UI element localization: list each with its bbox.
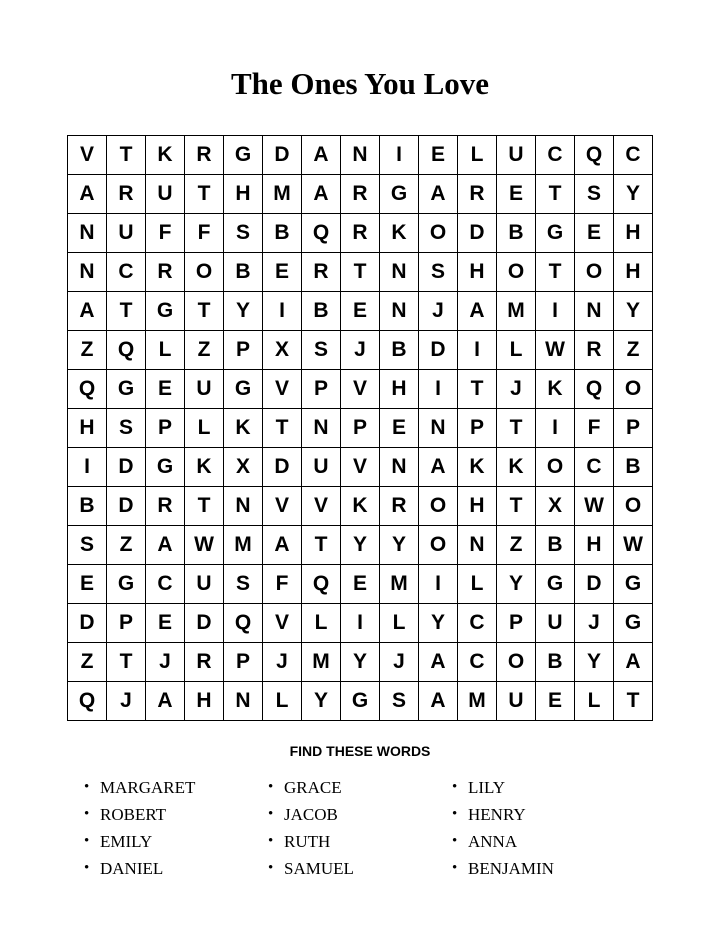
grid-cell: H bbox=[614, 253, 653, 292]
grid-cell: P bbox=[458, 409, 497, 448]
grid-cell: D bbox=[107, 448, 146, 487]
grid-cell: P bbox=[614, 409, 653, 448]
grid-cell: E bbox=[146, 604, 185, 643]
grid-cell: S bbox=[107, 409, 146, 448]
grid-cell: K bbox=[497, 448, 536, 487]
grid-cell: R bbox=[575, 331, 614, 370]
grid-cell: V bbox=[263, 604, 302, 643]
bullet-icon: • bbox=[452, 860, 458, 876]
bullet-icon: • bbox=[84, 779, 90, 795]
grid-cell: D bbox=[107, 487, 146, 526]
word-list-item bbox=[84, 774, 268, 801]
grid-cell: A bbox=[146, 526, 185, 565]
grid-cell: R bbox=[107, 175, 146, 214]
word-label: DANIEL bbox=[100, 858, 164, 878]
grid-cell: B bbox=[614, 448, 653, 487]
grid-cell: A bbox=[419, 448, 458, 487]
grid-cell: O bbox=[575, 253, 614, 292]
grid-cell: C bbox=[458, 604, 497, 643]
grid-cell: N bbox=[458, 526, 497, 565]
grid-cell: S bbox=[380, 682, 419, 721]
grid-cell: L bbox=[146, 331, 185, 370]
grid-cell: M bbox=[224, 526, 263, 565]
grid-cell: B bbox=[536, 526, 575, 565]
grid-cell: G bbox=[224, 370, 263, 409]
grid-cell: R bbox=[185, 136, 224, 175]
grid-cell: U bbox=[146, 175, 185, 214]
grid-cell: Q bbox=[302, 214, 341, 253]
grid-cell: L bbox=[185, 409, 224, 448]
grid-cell: T bbox=[185, 487, 224, 526]
grid-cell: O bbox=[497, 253, 536, 292]
grid-cell: H bbox=[224, 175, 263, 214]
grid-cell: T bbox=[614, 682, 653, 721]
grid-cell: G bbox=[224, 136, 263, 175]
grid-cell: E bbox=[536, 682, 575, 721]
word-label: EMILY bbox=[100, 831, 153, 851]
grid-cell: M bbox=[380, 565, 419, 604]
grid-cell: N bbox=[380, 253, 419, 292]
grid-cell: Z bbox=[614, 331, 653, 370]
grid-cell: R bbox=[146, 253, 185, 292]
grid-cell: K bbox=[185, 448, 224, 487]
grid-cell: I bbox=[341, 604, 380, 643]
grid-cell: E bbox=[263, 253, 302, 292]
grid-cell: T bbox=[536, 175, 575, 214]
grid-cell: L bbox=[575, 682, 614, 721]
grid-cell: N bbox=[68, 214, 107, 253]
grid-cell: C bbox=[107, 253, 146, 292]
word-search-grid bbox=[67, 135, 653, 721]
bullet-icon: • bbox=[268, 860, 274, 876]
grid-cell: T bbox=[458, 370, 497, 409]
word-list-item bbox=[84, 828, 268, 855]
grid-cell: A bbox=[302, 136, 341, 175]
grid-cell: L bbox=[458, 136, 497, 175]
grid-cell: A bbox=[419, 682, 458, 721]
grid-cell: L bbox=[458, 565, 497, 604]
grid-cell: F bbox=[185, 214, 224, 253]
grid-cell: Q bbox=[107, 331, 146, 370]
word-list-item bbox=[268, 774, 452, 801]
grid-cell: Z bbox=[497, 526, 536, 565]
grid-cell: Z bbox=[185, 331, 224, 370]
grid-cell: E bbox=[341, 565, 380, 604]
grid-cell: W bbox=[575, 487, 614, 526]
grid-cell: U bbox=[497, 136, 536, 175]
word-list-heading: FIND THESE WORDS bbox=[289, 743, 431, 759]
grid-cell: K bbox=[380, 214, 419, 253]
grid-cell: V bbox=[341, 370, 380, 409]
grid-cell: A bbox=[419, 643, 458, 682]
grid-cell: Y bbox=[614, 292, 653, 331]
grid-cell: R bbox=[302, 253, 341, 292]
grid-cell: D bbox=[458, 214, 497, 253]
grid-cell: X bbox=[224, 448, 263, 487]
grid-cell: R bbox=[458, 175, 497, 214]
grid-cell: R bbox=[341, 214, 380, 253]
grid-cell: H bbox=[614, 214, 653, 253]
bullet-icon: • bbox=[452, 806, 458, 822]
grid-cell: M bbox=[497, 292, 536, 331]
bullet-icon: • bbox=[268, 806, 274, 822]
word-list-item bbox=[268, 828, 452, 855]
bullet-icon: • bbox=[452, 779, 458, 795]
grid-cell: S bbox=[302, 331, 341, 370]
grid-cell: I bbox=[263, 292, 302, 331]
grid-cell: K bbox=[224, 409, 263, 448]
grid-cell: Y bbox=[302, 682, 341, 721]
word-list bbox=[84, 774, 636, 882]
grid-cell: N bbox=[380, 292, 419, 331]
grid-cell: V bbox=[68, 136, 107, 175]
word-label: MARGARET bbox=[100, 777, 196, 797]
grid-cell: B bbox=[380, 331, 419, 370]
grid-cell: T bbox=[263, 409, 302, 448]
grid-cell: Q bbox=[68, 682, 107, 721]
bullet-icon: • bbox=[268, 779, 274, 795]
grid-cell: Q bbox=[302, 565, 341, 604]
grid-cell: K bbox=[536, 370, 575, 409]
grid-cell: H bbox=[575, 526, 614, 565]
grid-cell: G bbox=[614, 565, 653, 604]
grid-cell: I bbox=[458, 331, 497, 370]
grid-cell: W bbox=[614, 526, 653, 565]
grid-cell: T bbox=[107, 643, 146, 682]
grid-cell: W bbox=[536, 331, 575, 370]
grid-cell: H bbox=[68, 409, 107, 448]
grid-cell: S bbox=[224, 565, 263, 604]
grid-cell: O bbox=[497, 643, 536, 682]
grid-cell: J bbox=[380, 643, 419, 682]
grid-cell: U bbox=[497, 682, 536, 721]
word-label: LILY bbox=[468, 777, 506, 797]
grid-cell: G bbox=[614, 604, 653, 643]
grid-cell: Q bbox=[575, 136, 614, 175]
grid-cell: J bbox=[497, 370, 536, 409]
grid-cell: G bbox=[536, 565, 575, 604]
grid-cell: I bbox=[536, 409, 575, 448]
grid-cell: A bbox=[68, 292, 107, 331]
grid-cell: S bbox=[419, 253, 458, 292]
grid-cell: R bbox=[185, 643, 224, 682]
grid-cell: S bbox=[68, 526, 107, 565]
grid-cell: T bbox=[497, 409, 536, 448]
word-list-item bbox=[452, 801, 636, 828]
word-list-item bbox=[452, 855, 636, 882]
grid-cell: N bbox=[68, 253, 107, 292]
word-list-item bbox=[268, 855, 452, 882]
grid-cell: Y bbox=[419, 604, 458, 643]
grid-cell: O bbox=[614, 487, 653, 526]
grid-cell: U bbox=[185, 370, 224, 409]
grid-cell: A bbox=[302, 175, 341, 214]
grid-cell: J bbox=[263, 643, 302, 682]
grid-cell: C bbox=[575, 448, 614, 487]
grid-cell: E bbox=[575, 214, 614, 253]
grid-cell: Y bbox=[497, 565, 536, 604]
grid-cell: I bbox=[380, 136, 419, 175]
grid-cell: D bbox=[263, 448, 302, 487]
grid-cell: Z bbox=[107, 526, 146, 565]
grid-cell: T bbox=[107, 136, 146, 175]
grid-cell: O bbox=[536, 448, 575, 487]
grid-cell: B bbox=[68, 487, 107, 526]
grid-cell: C bbox=[146, 565, 185, 604]
grid-cell: A bbox=[68, 175, 107, 214]
grid-cell: M bbox=[302, 643, 341, 682]
grid-cell: K bbox=[146, 136, 185, 175]
grid-cell: D bbox=[575, 565, 614, 604]
grid-cell: Y bbox=[341, 526, 380, 565]
grid-cell: O bbox=[614, 370, 653, 409]
grid-cell: C bbox=[614, 136, 653, 175]
bullet-icon: • bbox=[452, 833, 458, 849]
grid-cell: J bbox=[341, 331, 380, 370]
grid-cell: K bbox=[458, 448, 497, 487]
grid-cell: G bbox=[536, 214, 575, 253]
grid-cell: B bbox=[497, 214, 536, 253]
grid-cell: T bbox=[185, 292, 224, 331]
grid-cell: P bbox=[497, 604, 536, 643]
grid-cell: T bbox=[302, 526, 341, 565]
grid-cell: L bbox=[380, 604, 419, 643]
word-label: RUTH bbox=[284, 831, 331, 851]
grid-cell: N bbox=[302, 409, 341, 448]
grid-cell: L bbox=[263, 682, 302, 721]
grid-cell: T bbox=[341, 253, 380, 292]
grid-cell: C bbox=[458, 643, 497, 682]
grid-cell: R bbox=[341, 175, 380, 214]
grid-cell: T bbox=[185, 175, 224, 214]
grid-cell: C bbox=[536, 136, 575, 175]
grid-cell: N bbox=[575, 292, 614, 331]
grid-cell: U bbox=[107, 214, 146, 253]
grid-cell: A bbox=[263, 526, 302, 565]
grid-cell: Q bbox=[224, 604, 263, 643]
grid-cell: A bbox=[419, 175, 458, 214]
grid-cell: G bbox=[380, 175, 419, 214]
grid-cell: P bbox=[341, 409, 380, 448]
grid-cell: B bbox=[536, 643, 575, 682]
word-label: ROBERT bbox=[100, 804, 167, 824]
grid-cell: E bbox=[68, 565, 107, 604]
grid-cell: D bbox=[185, 604, 224, 643]
grid-cell: Y bbox=[380, 526, 419, 565]
grid-cell: J bbox=[419, 292, 458, 331]
grid-cell: J bbox=[146, 643, 185, 682]
grid-cell: V bbox=[263, 487, 302, 526]
grid-cell: E bbox=[497, 175, 536, 214]
grid-cell: B bbox=[263, 214, 302, 253]
grid-cell: A bbox=[458, 292, 497, 331]
grid-cell: B bbox=[224, 253, 263, 292]
word-list-item bbox=[452, 774, 636, 801]
grid-cell: N bbox=[380, 448, 419, 487]
grid-cell: G bbox=[146, 448, 185, 487]
grid-cell: A bbox=[146, 682, 185, 721]
grid-cell: F bbox=[575, 409, 614, 448]
grid-cell: D bbox=[68, 604, 107, 643]
grid-cell: E bbox=[341, 292, 380, 331]
grid-cell: M bbox=[263, 175, 302, 214]
grid-cell: A bbox=[614, 643, 653, 682]
grid-cell: Y bbox=[341, 643, 380, 682]
grid-cell: H bbox=[458, 253, 497, 292]
grid-cell: Y bbox=[224, 292, 263, 331]
grid-cell: I bbox=[419, 565, 458, 604]
grid-cell: H bbox=[380, 370, 419, 409]
grid-cell: N bbox=[419, 409, 458, 448]
grid-cell: E bbox=[419, 136, 458, 175]
word-label: GRACE bbox=[284, 777, 342, 797]
grid-cell: U bbox=[536, 604, 575, 643]
grid-cell: N bbox=[224, 682, 263, 721]
grid-cell: V bbox=[263, 370, 302, 409]
grid-cell: L bbox=[302, 604, 341, 643]
grid-cell: Y bbox=[614, 175, 653, 214]
grid-cell: G bbox=[341, 682, 380, 721]
grid-cell: I bbox=[536, 292, 575, 331]
grid-cell: S bbox=[224, 214, 263, 253]
page-title: The Ones You Love bbox=[230, 66, 490, 101]
word-list-item bbox=[452, 828, 636, 855]
word-label: HENRY bbox=[468, 804, 526, 824]
grid-cell: P bbox=[107, 604, 146, 643]
bullet-icon: • bbox=[84, 833, 90, 849]
bullet-icon: • bbox=[84, 806, 90, 822]
grid-cell: X bbox=[263, 331, 302, 370]
word-label: ANNA bbox=[468, 831, 518, 851]
grid-cell: T bbox=[536, 253, 575, 292]
grid-cell: O bbox=[185, 253, 224, 292]
grid-cell: U bbox=[302, 448, 341, 487]
grid-cell: I bbox=[419, 370, 458, 409]
grid-cell: O bbox=[419, 526, 458, 565]
grid-cell: Z bbox=[68, 643, 107, 682]
grid-cell: M bbox=[458, 682, 497, 721]
grid-cell: Z bbox=[68, 331, 107, 370]
grid-cell: V bbox=[341, 448, 380, 487]
grid-cell: G bbox=[107, 565, 146, 604]
grid-cell: O bbox=[419, 214, 458, 253]
grid-cell: P bbox=[224, 643, 263, 682]
grid-cell: B bbox=[302, 292, 341, 331]
grid-cell: E bbox=[146, 370, 185, 409]
bullet-icon: • bbox=[84, 860, 90, 876]
grid-cell: H bbox=[185, 682, 224, 721]
grid-cell: T bbox=[107, 292, 146, 331]
word-label: SAMUEL bbox=[284, 858, 354, 878]
grid-cell: V bbox=[302, 487, 341, 526]
grid-cell: Q bbox=[68, 370, 107, 409]
grid-cell: P bbox=[302, 370, 341, 409]
grid-cell: L bbox=[497, 331, 536, 370]
grid-cell: Y bbox=[575, 643, 614, 682]
word-label: JACOB bbox=[284, 804, 338, 824]
grid-cell: F bbox=[263, 565, 302, 604]
bullet-icon: • bbox=[268, 833, 274, 849]
grid-cell: O bbox=[419, 487, 458, 526]
grid-cell: K bbox=[341, 487, 380, 526]
grid-cell: E bbox=[380, 409, 419, 448]
grid-cell: X bbox=[536, 487, 575, 526]
grid-cell: D bbox=[419, 331, 458, 370]
grid-cell: R bbox=[380, 487, 419, 526]
grid-cell: P bbox=[224, 331, 263, 370]
grid-cell: P bbox=[146, 409, 185, 448]
grid-cell: N bbox=[224, 487, 263, 526]
grid-cell: D bbox=[263, 136, 302, 175]
grid-cell: I bbox=[68, 448, 107, 487]
grid-cell: G bbox=[146, 292, 185, 331]
grid-cell: W bbox=[185, 526, 224, 565]
grid-cell: J bbox=[575, 604, 614, 643]
grid-cell: J bbox=[107, 682, 146, 721]
word-list-item bbox=[84, 855, 268, 882]
grid-cell: H bbox=[458, 487, 497, 526]
grid-cell: F bbox=[146, 214, 185, 253]
word-list-item bbox=[84, 801, 268, 828]
word-label: BENJAMIN bbox=[468, 858, 554, 878]
grid-cell: S bbox=[575, 175, 614, 214]
grid-cell: N bbox=[341, 136, 380, 175]
grid-cell: U bbox=[185, 565, 224, 604]
grid-cell: G bbox=[107, 370, 146, 409]
grid-cell: T bbox=[497, 487, 536, 526]
grid-cell: R bbox=[146, 487, 185, 526]
word-list-item bbox=[268, 801, 452, 828]
grid-cell: Q bbox=[575, 370, 614, 409]
